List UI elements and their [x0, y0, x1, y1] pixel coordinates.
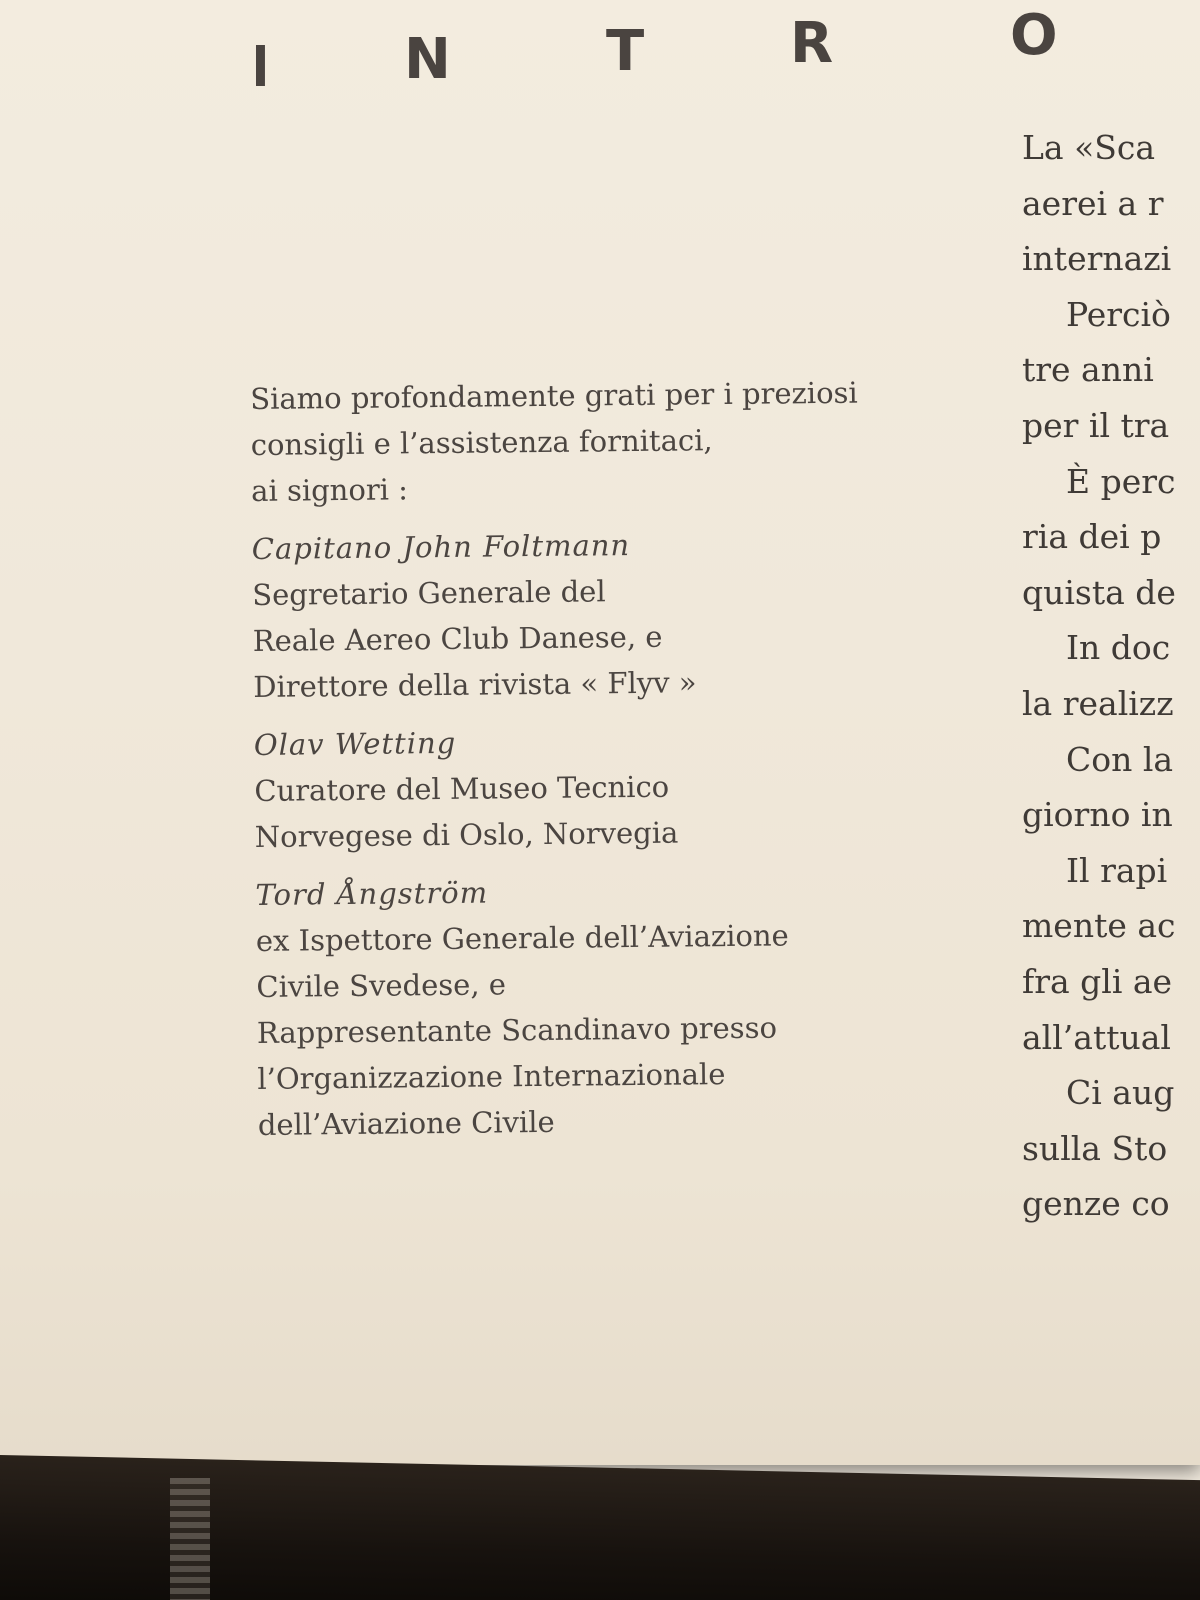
text-line: internazi	[1022, 239, 1172, 279]
text-line: Con la	[1066, 739, 1174, 779]
text-line: Perciò	[1066, 294, 1171, 334]
text-line: Ci aug	[1066, 1073, 1175, 1113]
heading-letter: I	[251, 35, 270, 100]
person-entry	[254, 715, 955, 860]
text-line: per il tra	[1022, 405, 1170, 445]
intro-line: consigli e l’assistenza fornitaci,	[250, 423, 713, 462]
person-role: Segretario Generale del	[252, 574, 606, 612]
introduction-text-column	[1022, 120, 1200, 1232]
person-role: Curatore del Museo Tecnico	[254, 769, 670, 808]
person-role: Reale Aereo Club Danese, e	[252, 619, 663, 658]
text-line: Il rapi	[1066, 850, 1168, 890]
text-line: In doc	[1066, 628, 1171, 668]
text-line: genze co	[1022, 1184, 1170, 1224]
person-role: Civile Svedese, e	[256, 967, 507, 1004]
text-line: giorno in	[1022, 795, 1173, 835]
intro-line: ai signori :	[251, 472, 409, 508]
person-role: Direttore della rivista « Flyv »	[253, 665, 697, 704]
text-line: la realizz	[1022, 683, 1174, 723]
text-line: aerei a r	[1022, 183, 1164, 223]
person-entry	[252, 519, 954, 710]
person-entry	[255, 865, 958, 1148]
chapter-heading	[250, 12, 1200, 102]
acknowledgements-intro	[250, 369, 951, 514]
person-role: Rappresentante Scandinavo presso	[256, 1010, 778, 1050]
person-name: Olav Wetting	[253, 725, 457, 762]
text-line: È perc	[1066, 461, 1176, 501]
intro-line: Siamo profondamente grati per i preziosi	[250, 375, 858, 416]
text-line: quista de	[1022, 572, 1176, 612]
text-line: sulla Sto	[1022, 1128, 1168, 1168]
heading-letter: O	[1010, 12, 1058, 68]
person-name: Tord Ångström	[255, 875, 489, 912]
person-role: Norvegese di Oslo, Norvegia	[254, 815, 679, 854]
text-line: mente ac	[1022, 906, 1176, 946]
text-line: fra gli ae	[1022, 961, 1173, 1001]
person-role: l’Organizzazione Internazionale	[257, 1057, 726, 1096]
acknowledgements-column	[250, 369, 958, 1148]
person-role: ex Ispettore Generale dell’Aviazione	[255, 918, 789, 958]
text-line: tre anni	[1022, 350, 1154, 390]
heading-letter: R	[790, 12, 834, 76]
text-line: ria dei p	[1022, 517, 1162, 557]
person-role: dell’Aviazione Civile	[257, 1104, 555, 1142]
text-line: all’attual	[1022, 1017, 1171, 1057]
heading-letter: N	[404, 27, 451, 92]
heading-letter: T	[606, 19, 645, 84]
person-name: Capitano John Foltmann	[251, 528, 631, 566]
page-stack-edge	[170, 1478, 210, 1600]
text-line: La «Sca	[1022, 128, 1156, 167]
